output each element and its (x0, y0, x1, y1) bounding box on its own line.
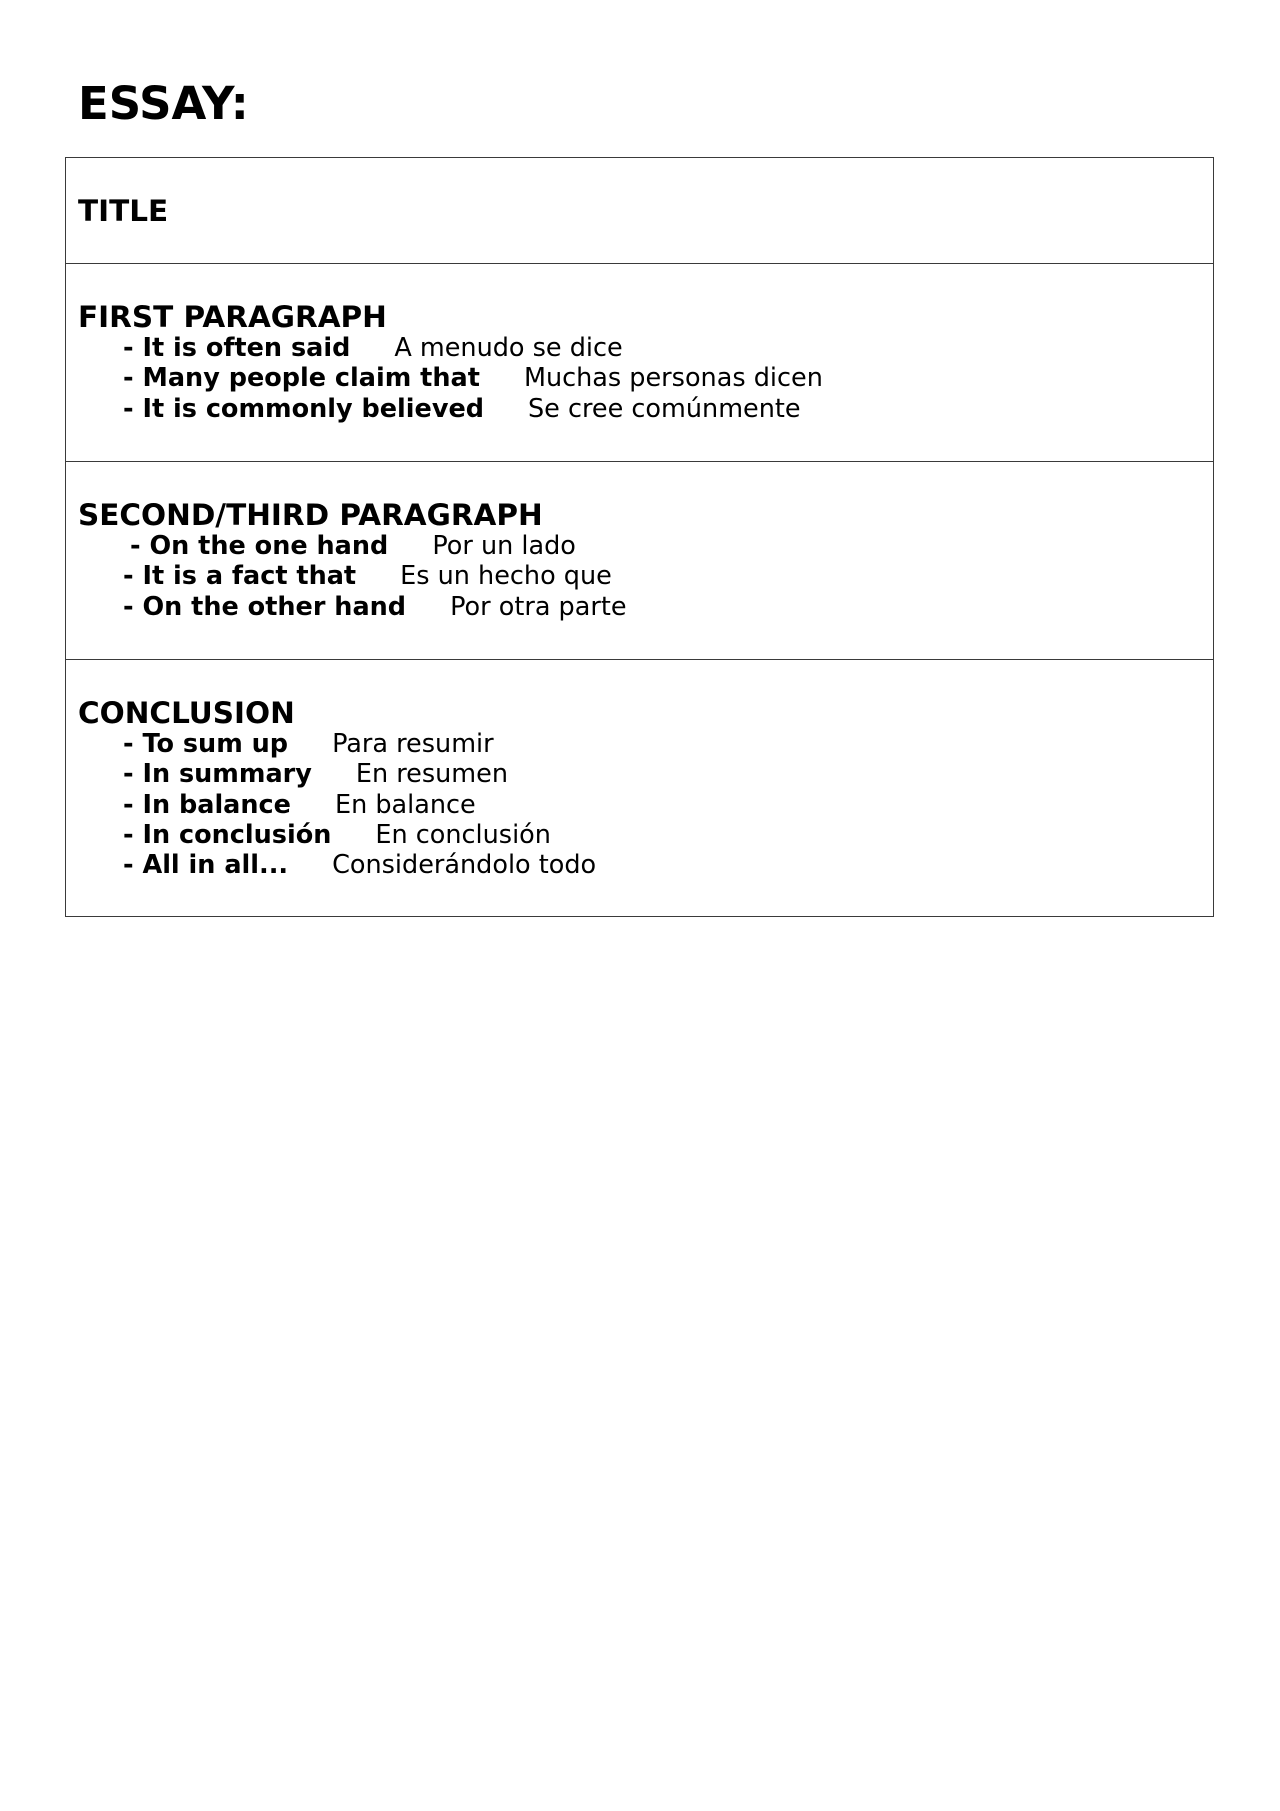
section-second-third-paragraph (66, 462, 1213, 660)
phrase-row (78, 561, 1213, 591)
phrase-row (78, 759, 1213, 789)
phrase-english: - In conclusión (123, 819, 332, 850)
phrase-spanish: Es un hecho que (400, 561, 612, 592)
phrase-english: - All in all... (123, 850, 289, 881)
phrase-row (78, 363, 1213, 393)
section-heading: CONCLUSION (78, 696, 295, 730)
phrase-english: - Many people claim that (123, 363, 480, 394)
section-heading: FIRST PARAGRAPH (78, 300, 387, 334)
phrase-english: - On the one hand (130, 531, 389, 561)
essay-structure-table (65, 157, 1214, 917)
phrase-english: - It is often said (123, 333, 351, 363)
phrase-english: - It is commonly believed (123, 393, 484, 424)
phrase-english: - In summary (123, 759, 312, 790)
phrase-english: - It is a fact that (123, 561, 357, 592)
phrase-spanish: En conclusión (375, 819, 551, 850)
phrase-row (78, 729, 1213, 759)
phrase-list (78, 531, 1213, 622)
phrase-spanish: Por un lado (432, 531, 576, 561)
phrase-row (78, 531, 1213, 561)
phrase-list (78, 729, 1213, 880)
phrase-spanish: Considerándolo todo (332, 850, 597, 881)
page-title: ESSAY: (78, 77, 249, 130)
phrase-english: - In balance (123, 789, 291, 820)
section-heading: TITLE (78, 194, 169, 228)
section-conclusion (66, 660, 1213, 916)
section-heading: SECOND/THIRD PARAGRAPH (78, 498, 543, 532)
phrase-english: - On the other hand (123, 591, 407, 622)
section-title (66, 158, 1213, 264)
phrase-spanish: Para resumir (332, 729, 494, 759)
phrase-row (78, 333, 1213, 363)
phrase-spanish: Muchas personas dicen (523, 363, 823, 394)
phrase-spanish: En resumen (355, 759, 508, 790)
phrase-row (78, 820, 1213, 850)
phrase-row (78, 394, 1213, 424)
section-first-paragraph (66, 264, 1213, 462)
phrase-row (78, 790, 1213, 820)
phrase-row (78, 592, 1213, 622)
phrase-spanish: A menudo se dice (394, 333, 623, 363)
phrase-row (78, 850, 1213, 880)
phrase-list (78, 333, 1213, 424)
phrase-spanish: En balance (334, 789, 476, 820)
phrase-spanish: Se cree comúnmente (528, 393, 801, 424)
phrase-spanish: Por otra parte (450, 591, 627, 622)
phrase-english: - To sum up (123, 729, 289, 759)
